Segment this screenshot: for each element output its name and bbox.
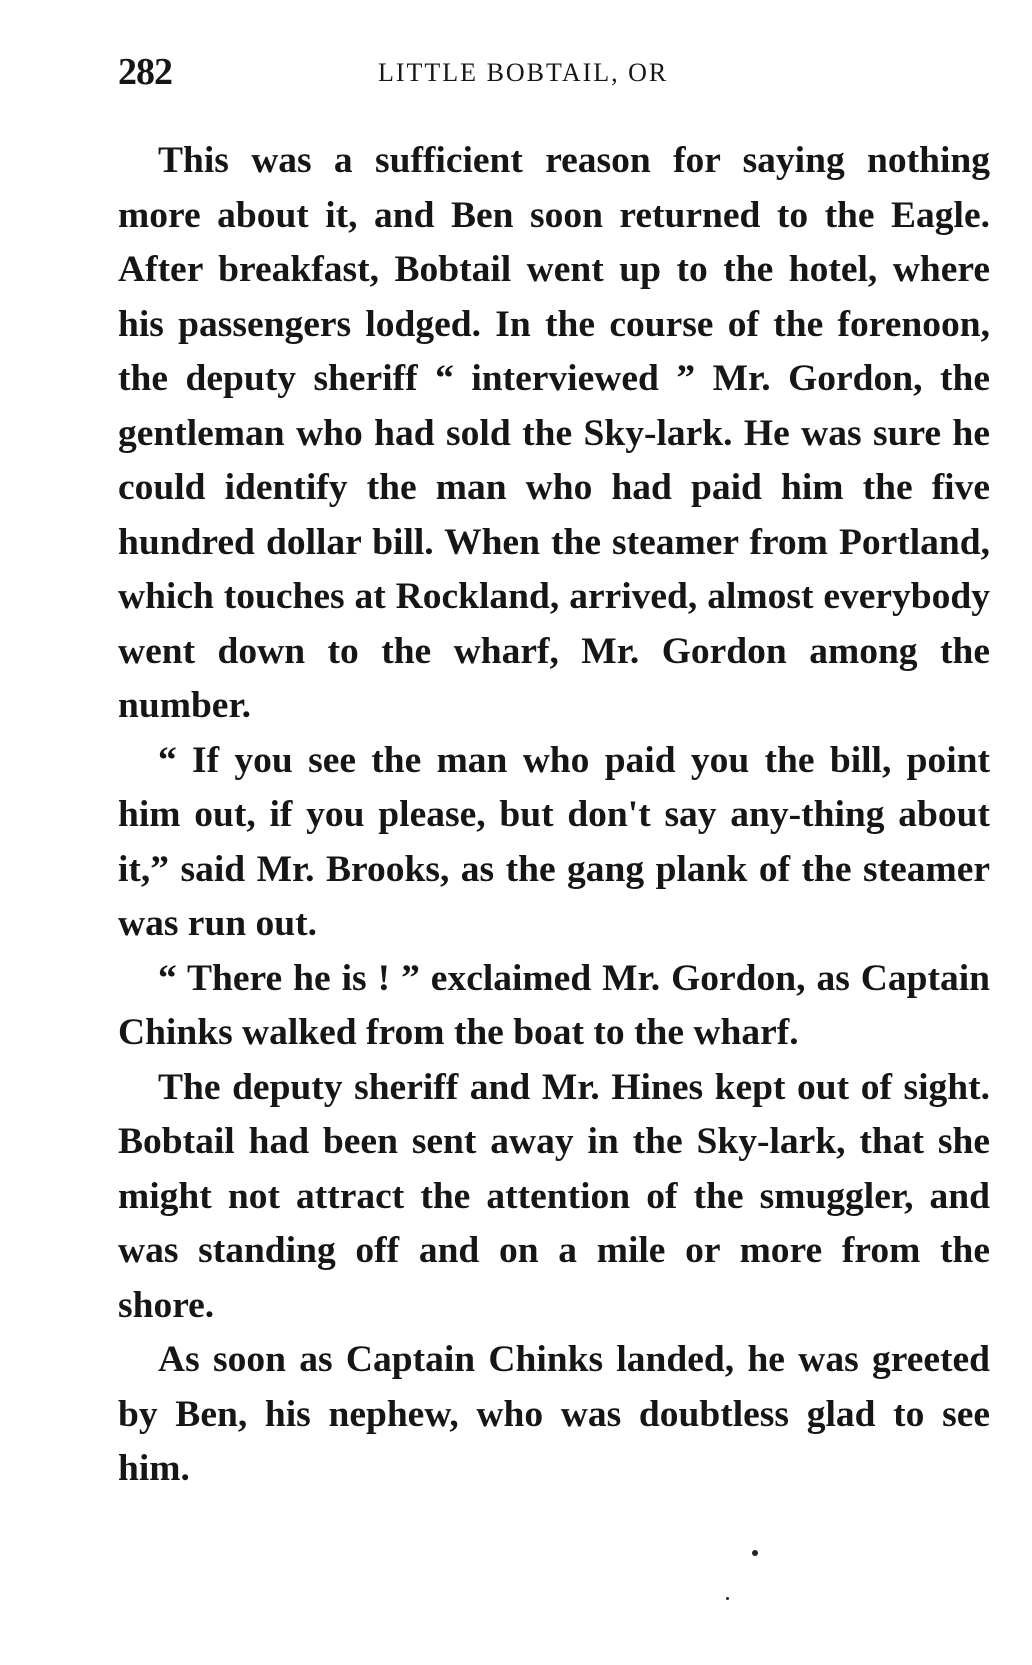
paragraph: “ If you see the man who paid you the bill, point him out, if you please, but don't say any-thing about it,” said Mr. Brooks, as the gang plank of the steamer was run out. (118, 739, 990, 944)
paragraph: As soon as Captain Chinks landed, he was greeted by Ben, his nephew, who was doubtless glad to see him. (118, 1339, 990, 1489)
paragraph: “ There he is ! ” exclaimed Mr. Gordon, as Captain Chinks walked from the boat to the wharf. (118, 957, 990, 1053)
body-text (118, 134, 990, 1497)
page-number: 282 (118, 51, 172, 93)
running-title: LITTLE BOBTAIL, OR (378, 58, 669, 87)
ink-speck (752, 1550, 758, 1556)
ink-speck (726, 1597, 729, 1600)
running-head (118, 50, 990, 96)
paragraph: The deputy sheriff and Mr. Hines kept out of sight. Bobtail had been sent away in the Sky-lark, that she might not attract the attention of the smuggler, and was standing off and on a mile or more from the shore. (118, 1066, 990, 1326)
paragraph: This was a sufficient reason for saying nothing more about it, and Ben soon returned to the Eagle. After breakfast, Bobtail went up to the hotel, where his passengers lodged. In the course of the forenoon, the deputy sheriff “ interviewed ” Mr. Gordon, the gentleman who had sold the Sky-lark. He was sure he could identify the man who had paid him the five hundred dollar bill. When the steamer from Portland, which touches at Rockland, arrived, almost everybody went down to the wharf, Mr. Gordon among the number. (118, 140, 990, 726)
